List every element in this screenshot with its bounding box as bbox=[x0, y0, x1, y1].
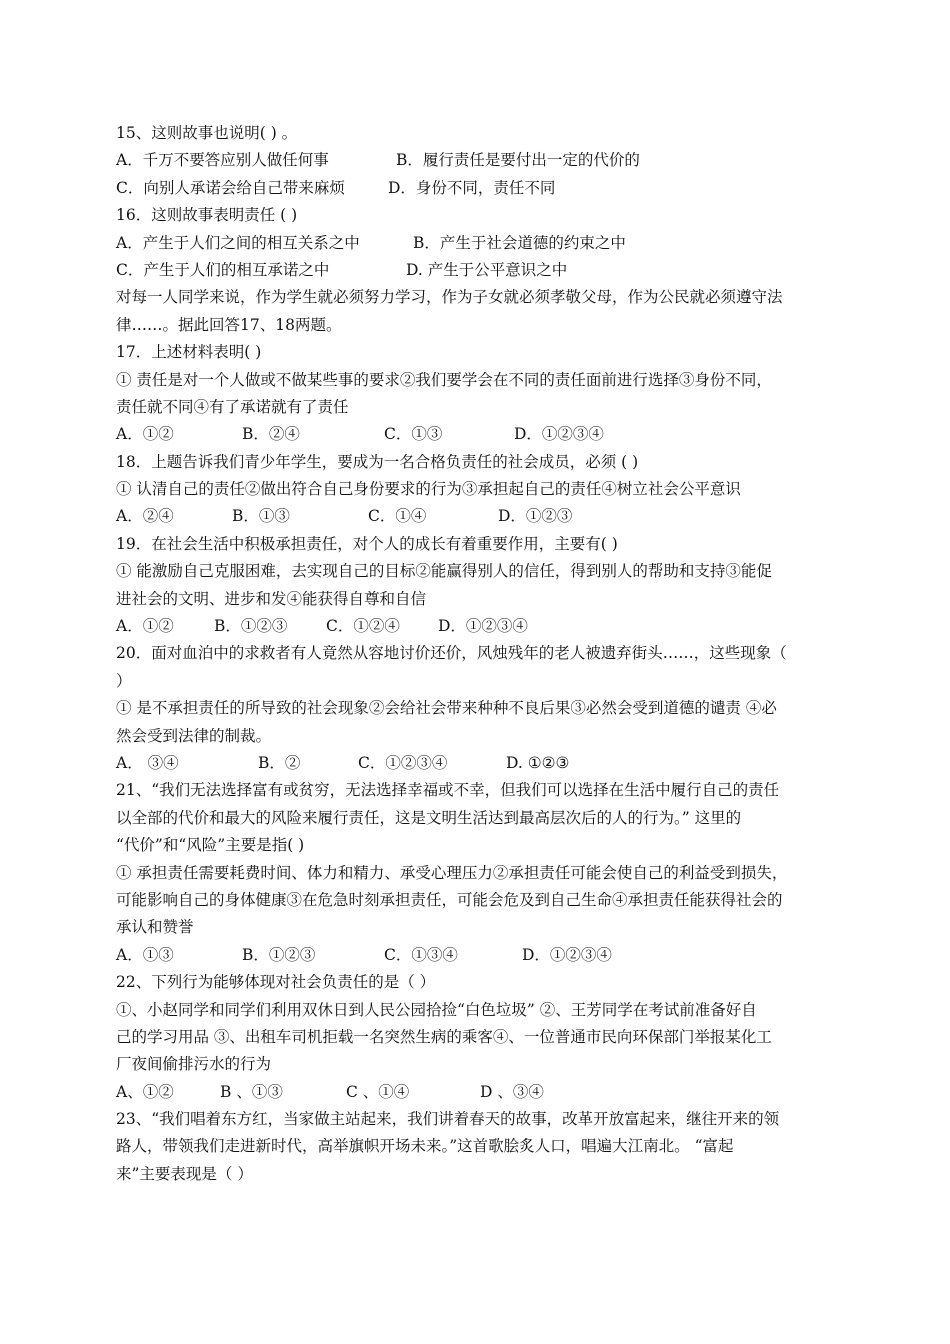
q20-option-d: D. ①②③ bbox=[506, 753, 570, 772]
q15-option-b: B．履行责任是要付出一定的代价的 bbox=[396, 151, 640, 170]
q22-stem: 22、下列行为能够体现对社会负责任的是（ ） bbox=[116, 973, 436, 992]
question-sheet bbox=[116, 120, 840, 1188]
q17-body-1: ① 责任是对一个人做或不做某些事的要求②我们要学会在不同的责任面前进行选择③身份不同， bbox=[116, 370, 772, 389]
q19-options bbox=[116, 613, 840, 640]
q15-stem: 15、这则故事也说明( ) 。 bbox=[116, 124, 298, 142]
q22-option-c: C 、①④ bbox=[346, 1082, 410, 1101]
q21-stem-1: 21、“我们无法选择富有或贫穷，无法选择幸福或不幸，但我们可以选择在生活中履行自己的责任 bbox=[116, 781, 780, 800]
q23-stem-2: 路人，带领我们走进新时代，高举旗帜开场未来。”这首歌脍炙人口，唱遍大江南北。 “富起 bbox=[116, 1137, 734, 1156]
q16-option-b: B．产生于社会道德的约束之中 bbox=[413, 233, 626, 252]
q21-body-2: 可能影响自己的身体健康③在危急时刻承担责任，可能会危及到自己生命④承担责任能获得社会的 bbox=[116, 890, 783, 909]
q22-body-3: 厂夜间偷排污水的行为 bbox=[116, 1055, 272, 1074]
q17-option-a: A．①② bbox=[116, 425, 174, 444]
q19-option-a: A．①② bbox=[116, 617, 174, 636]
q22-body-1: ①、小赵同学和同学们利用双休日到人民公园拾捡“白色垃圾” ②、王芳同学在考试前准备好自 bbox=[116, 1000, 757, 1019]
q18-options bbox=[116, 503, 840, 530]
q21-body-1: ① 承担责任需要耗费时间、体力和精力、承受心理压力②承担责任可能会使自己的利益受到损失， bbox=[116, 863, 788, 882]
q19-option-b: B．①②③ bbox=[214, 617, 288, 636]
q19-option-d: D．①②③④ bbox=[438, 617, 528, 636]
q20-option-a: A． ③④ bbox=[116, 753, 179, 772]
q21-body-3: 承认和赞誉 bbox=[116, 918, 194, 937]
q15-options-row1 bbox=[116, 147, 840, 174]
q18-body-1: ① 认清自己的责任②做出符合自己身份要求的行为③承担起自己的责任④树立社会公平意识 bbox=[116, 480, 741, 499]
q23-stem-1: 23、“我们唱着东方红，当家做主站起来，我们讲着春天的故事，改革开放富起来，继往开来的领 bbox=[116, 1110, 780, 1129]
q18-stem: 18．上题告诉我们青少年学生，要成为一名合格负责任的社会成员，必须 ( ) bbox=[116, 452, 639, 471]
q17-stem: 17．上述材料表明( ) bbox=[116, 343, 262, 362]
q15-options-row2 bbox=[116, 175, 840, 202]
q21-stem-2: 以全部的代价和最大的风险来履行责任，这是文明生活达到最高层次后的人的行为。” 这里的 bbox=[116, 808, 742, 827]
q20-stem-1: 20．面对血泊中的求救者有人竟然从容地讨价还价，风烛残年的老人被遗弃街头……，这些现象（ bbox=[116, 644, 787, 663]
q22-option-b: B 、①③ bbox=[220, 1082, 283, 1101]
q17-option-d: D．①②③④ bbox=[514, 425, 604, 444]
q15-option-d: D．身份不同，责任不同 bbox=[388, 178, 556, 197]
q20-option-c: C．①②③④ bbox=[358, 753, 448, 772]
q17-option-c: C．①③ bbox=[384, 425, 443, 444]
q18-option-c: C．①④ bbox=[368, 507, 427, 526]
q19-body-2: 进社会的文明、进步和发④能获得自尊和自信 bbox=[116, 589, 427, 608]
q18-option-b: B．①③ bbox=[232, 507, 290, 526]
q17-body-2: 责任就不同④有了承诺就有了责任 bbox=[116, 397, 349, 416]
q21-option-a: A．①③ bbox=[116, 945, 174, 964]
q20-body-1: ① 是不承担责任的所导致的社会现象②会给社会带来种种不良后果③必然会受到道德的谴责 ④必 bbox=[116, 699, 777, 718]
q19-option-c: C．①②④ bbox=[326, 617, 400, 636]
q17-options bbox=[116, 421, 840, 448]
q22-options bbox=[116, 1079, 840, 1106]
q17-option-b: B．②④ bbox=[242, 425, 300, 444]
q20-body-2: 然会受到法律的制裁。 bbox=[116, 726, 272, 745]
q18-option-a: A．②④ bbox=[116, 507, 174, 526]
q16-options-row1 bbox=[116, 230, 840, 257]
q21-options bbox=[116, 942, 840, 969]
q21-option-d: D．①②③④ bbox=[522, 945, 612, 964]
q16-options-row2 bbox=[116, 257, 840, 284]
q19-stem: 19．在社会生活中积极承担责任，对个人的成长有着重要作用，主要有( ) bbox=[116, 534, 618, 553]
q18-option-d: D．①②③ bbox=[498, 507, 573, 526]
q21-option-b: B．①②③ bbox=[242, 945, 316, 964]
q16-option-a: A．产生于人们之间的相互关系之中 bbox=[116, 233, 360, 252]
q16-option-c: C．产生于人们的相互承诺之中 bbox=[116, 260, 330, 279]
q23-stem-3: 来”主要表现是（ ） bbox=[116, 1164, 253, 1183]
q21-option-c: C．①③④ bbox=[384, 945, 458, 964]
q15-option-a: A．千万不要答应别人做任何事 bbox=[116, 151, 329, 170]
q22-option-d: D 、③④ bbox=[480, 1082, 544, 1101]
material-line-1: 对每一人同学来说，作为学生就必须努力学习，作为子女就必须孝敬父母，作为公民就必须遵守法 bbox=[116, 288, 783, 307]
q22-option-a: A、①② bbox=[116, 1082, 174, 1101]
q20-option-b: B．② bbox=[258, 753, 301, 772]
q22-body-2: 己的学习用品 ③、出租车司机拒载一名突然生病的乘客④、一位普通市民向环保部门举报某化工 bbox=[116, 1027, 772, 1046]
q16-stem: 16．这则故事表明责任 ( ) bbox=[116, 206, 298, 225]
q16-option-d: D. 产生于公平意识之中 bbox=[406, 260, 568, 279]
q20-options bbox=[116, 750, 840, 777]
q20-stem-2: ） bbox=[116, 671, 132, 690]
q19-body-1: ① 能激励自己克服困难，去实现自己的目标②能赢得别人的信任，得到别人的帮助和支持③能促 bbox=[116, 562, 772, 581]
material-line-2: 律……。据此回答17、18两题。 bbox=[116, 315, 342, 334]
q21-stem-3: “代价”和“风险”主要是指( ) bbox=[116, 836, 305, 855]
q15-option-c: C．向别人承诺会给自己带来麻烦 bbox=[116, 178, 345, 197]
